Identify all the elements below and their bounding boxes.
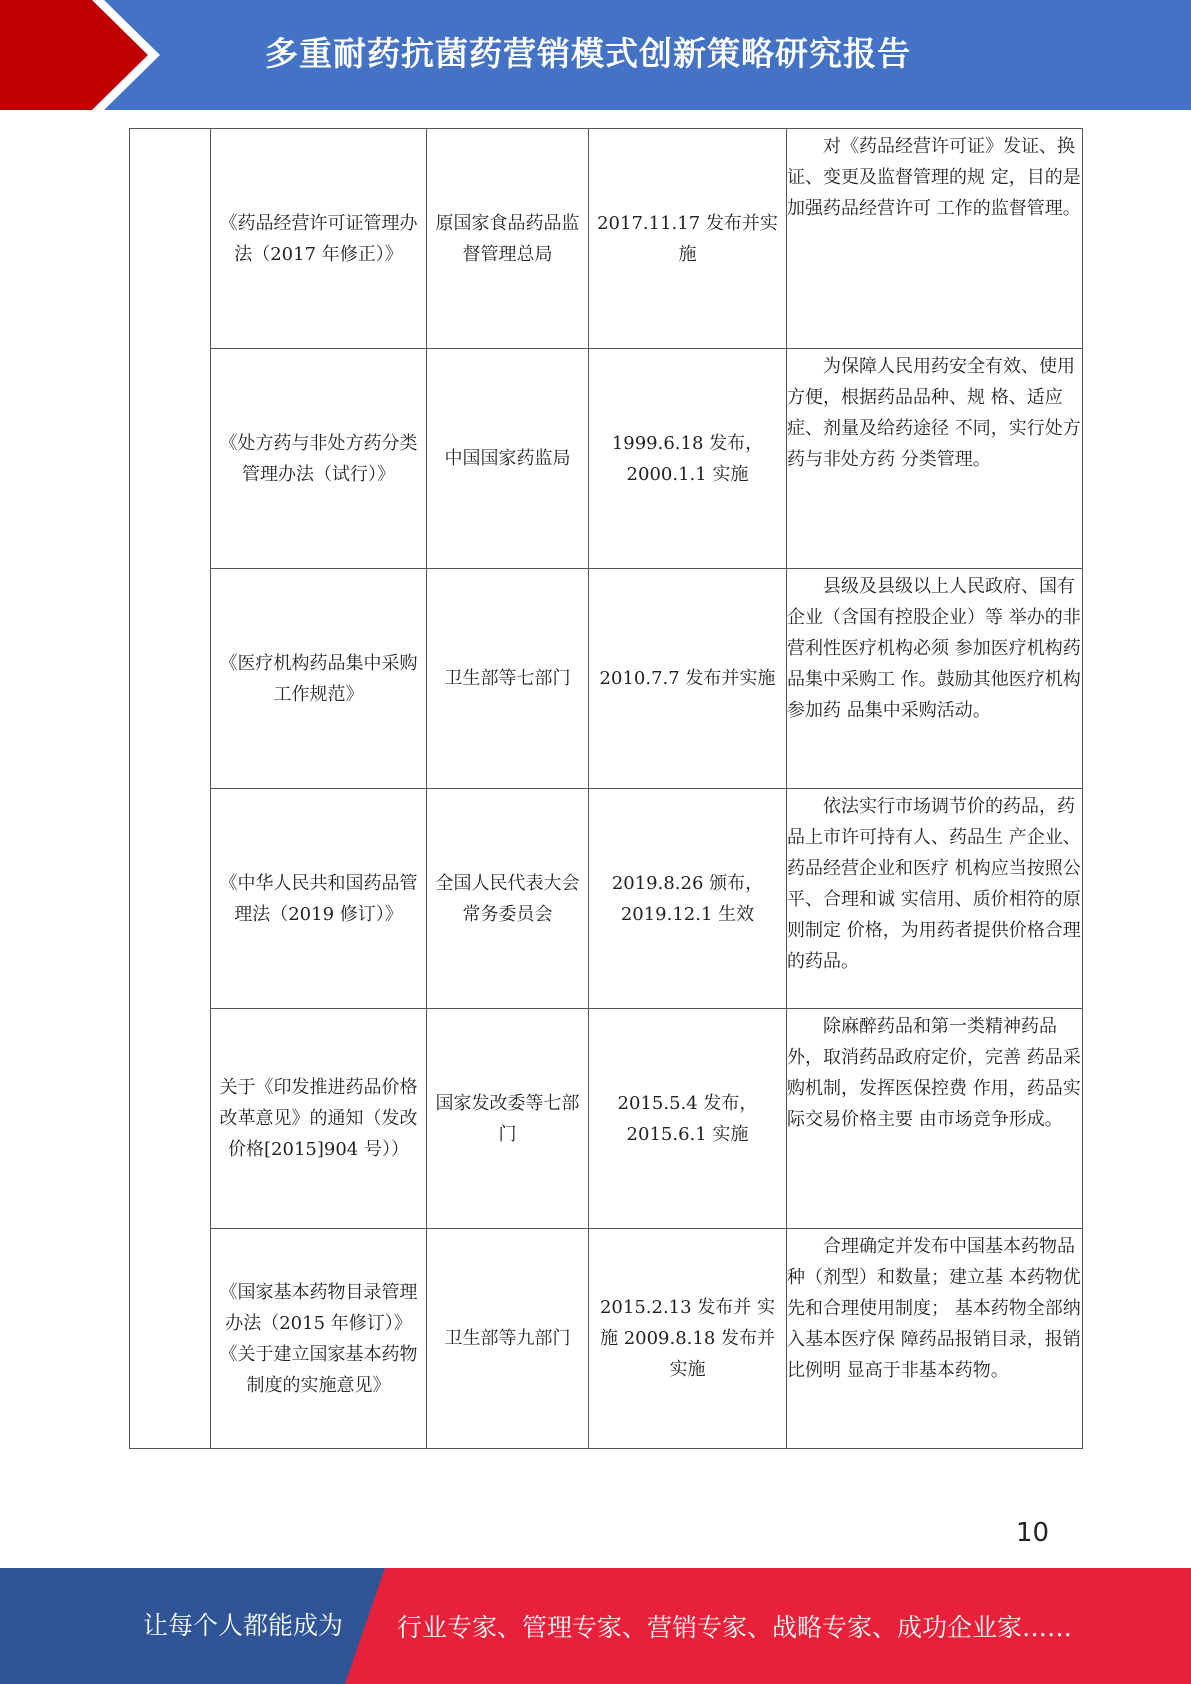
effective-date: 2017.11.17 发布并实施	[589, 129, 787, 349]
issuing-authority: 全国人民代表大会常务委员会	[427, 789, 589, 1009]
effective-date: 2015.5.4 发布，2015.6.1 实施	[589, 1009, 787, 1229]
regulations-table	[129, 128, 1083, 1449]
regulation-description-cell	[787, 569, 1083, 789]
regulation-description-cell	[787, 129, 1083, 349]
regulation-name: 《中华人民共和国药品管理法（2019 修订）》	[211, 789, 427, 1009]
regulation-description-cell	[787, 1229, 1083, 1449]
page-header	[0, 0, 1191, 110]
regulation-name: 《药品经营许可证管理办法（2017 年修正）》	[211, 129, 427, 349]
regulation-name: 关于《印发推进药品价格改革意见》的通知（发改价格[2015]904 号））	[211, 1009, 427, 1229]
regulation-description-cell	[787, 789, 1083, 1009]
table-row	[130, 129, 1083, 349]
regulation-description-cell	[787, 1009, 1083, 1229]
issuing-authority: 卫生部等七部门	[427, 569, 589, 789]
regulation-description: 县级及县级以上人民政府、国有企业（含国有控股企业）等 举办的非营利性医疗机构必须 参加医疗机构药品集中采购工 作。鼓励其他医疗机构参加药 品集中采购活动。	[787, 576, 1081, 721]
regulation-name: 《国家基本药物目录管理办法（2015 年修订）》《关于建立国家基本药物制度的实施意见》	[211, 1229, 427, 1449]
table-row	[130, 1229, 1083, 1449]
issuing-authority: 卫生部等九部门	[427, 1229, 589, 1449]
footer-slogan-left: 让每个人都能成为	[143, 1611, 344, 1640]
table-row	[130, 569, 1083, 789]
issuing-authority: 中国国家药监局	[427, 349, 589, 569]
regulation-description: 除麻醉药品和第一类精神药品外，取消药品政府定价，完善 药品采购机制，发挥医保控费 作用，药品实际交易价格主要 由市场竞争形成。	[787, 1016, 1081, 1130]
page-footer	[0, 1568, 1191, 1684]
page-number: 10	[1016, 1518, 1050, 1548]
table-row	[130, 1009, 1083, 1229]
page-title: 多重耐药抗菌药营销模式创新策略研究报告	[265, 34, 911, 73]
issuing-authority: 原国家食品药品监督管理总局	[427, 129, 589, 349]
category-cell	[130, 129, 211, 1449]
regulation-description: 为保障人民用药安全有效、使用方便，根据药品品种、规 格、适应症、剂量及给药途径 不同，实行处方药与非处方药 分类管理。	[787, 356, 1081, 470]
regulation-name: 《医疗机构药品集中采购工作规范》	[211, 569, 427, 789]
regulation-description: 对《药品经营许可证》发证、换证、变更及监督管理的规 定，目的是加强药品经营许可 工作的监督管理。	[787, 136, 1081, 219]
regulation-description-cell	[787, 349, 1083, 569]
footer-slogan-right: 行业专家、管理专家、营销专家、战略专家、成功企业家……	[397, 1613, 1073, 1642]
regulation-name: 《处方药与非处方药分类管理办法（试行）》	[211, 349, 427, 569]
regulation-description: 合理确定并发布中国基本药物品种（剂型）和数量；建立基 本药物优先和合理使用制度； 基本药物全部纳入基本医疗保 障药品报销目录，报销比例明 显高于非基本药物。	[787, 1236, 1081, 1381]
effective-date: 2019.8.26 颁布，2019.12.1 生效	[589, 789, 787, 1009]
effective-date: 2010.7.7 发布并实施	[589, 569, 787, 789]
table-row	[130, 349, 1083, 569]
table-row	[130, 789, 1083, 1009]
issuing-authority: 国家发改委等七部门	[427, 1009, 589, 1229]
regulation-description: 依法实行市场调节价的药品，药品上市许可持有人、药品生 产企业、药品经营企业和医疗 机构应当按照公平、合理和诚 实信用、质价相符的原则制定 价格，为用药者提供价格合理 的药品。	[787, 796, 1081, 972]
effective-date: 1999.6.18 发布，2000.1.1 实施	[589, 349, 787, 569]
effective-date: 2015.2.13 发布并 实施 2009.8.18 发布并 实施	[589, 1229, 787, 1449]
